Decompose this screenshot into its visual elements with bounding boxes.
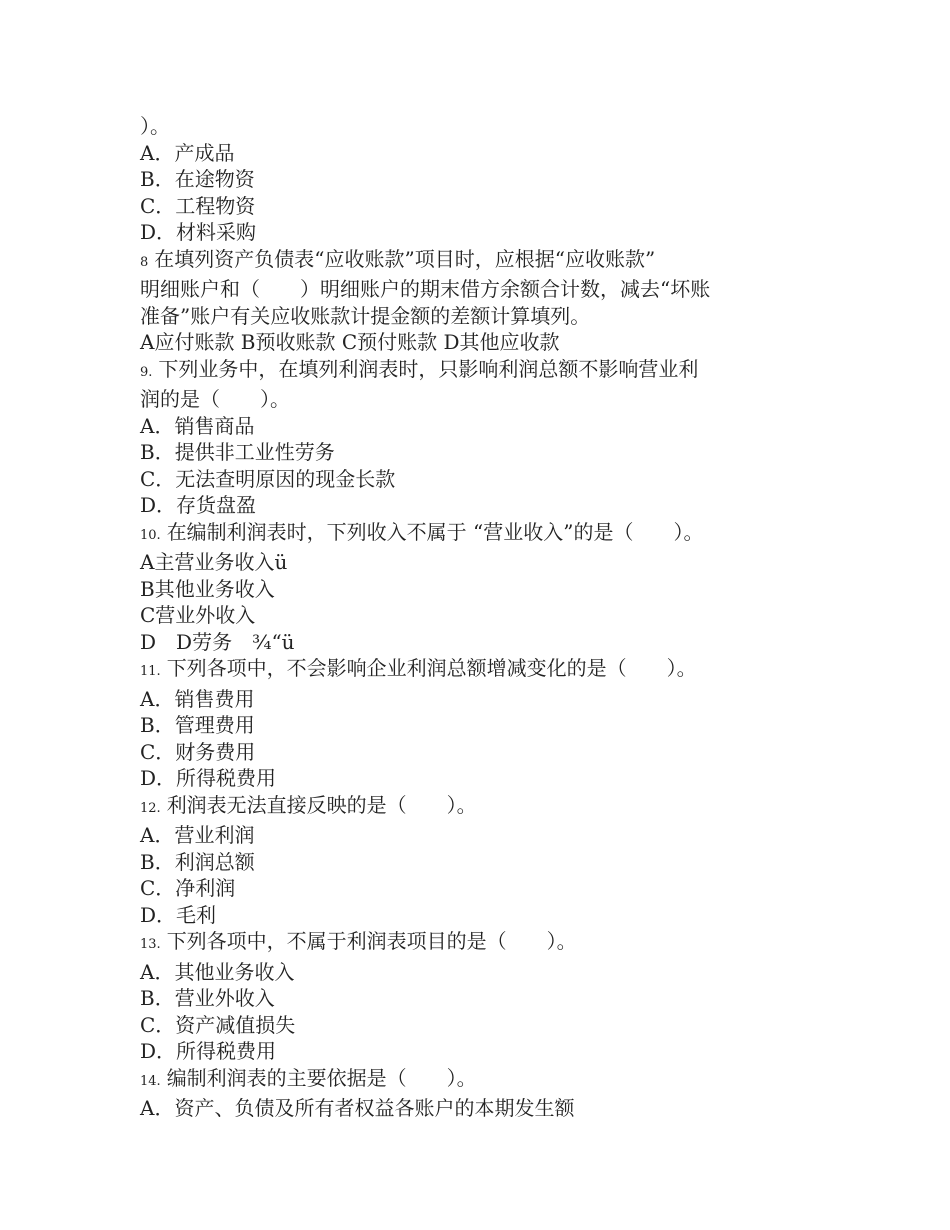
line-text: 准备”账户有关应收账款计提金额的差额计算填列。 bbox=[140, 303, 591, 328]
text-line bbox=[140, 959, 820, 986]
text-line bbox=[140, 712, 820, 739]
text-line bbox=[140, 1095, 820, 1122]
text-line bbox=[140, 219, 820, 246]
question-number: 9. bbox=[140, 364, 153, 380]
line-text: 在填列资产负债表“应收账款”项目时，应根据“应收账款” bbox=[154, 246, 656, 271]
line-text: B．利润总额 bbox=[140, 849, 255, 874]
line-text: 下列业务中，在填列利润表时，只影响利润总额不影响营业利 bbox=[158, 356, 699, 381]
question-number: 8 bbox=[140, 254, 149, 270]
text-line bbox=[140, 140, 820, 167]
question-number: 12. bbox=[140, 800, 161, 816]
text-line bbox=[140, 985, 820, 1012]
text-line bbox=[140, 413, 820, 440]
text-line bbox=[140, 113, 820, 140]
line-text: B．在途物资 bbox=[140, 167, 255, 191]
text-line bbox=[140, 576, 820, 603]
line-text: C．净利润 bbox=[140, 876, 236, 900]
line-text: D．所得税费用 bbox=[140, 766, 277, 790]
document-page bbox=[140, 113, 820, 1122]
text-line bbox=[140, 193, 820, 220]
line-text: C．无法查明原因的现金长款 bbox=[140, 466, 396, 491]
line-text: 明细账户和（ ）明细账户的期末借方余额合计数，减去“坏账 bbox=[140, 277, 711, 301]
line-text: A．产成品 bbox=[140, 140, 235, 165]
text-line bbox=[140, 629, 820, 656]
line-text: ）。 bbox=[140, 114, 170, 138]
line-text: D．毛利 bbox=[140, 902, 217, 927]
line-text: A．销售商品 bbox=[140, 413, 255, 438]
line-text: A．资产、负债及所有者权益各账户的本期发生额 bbox=[140, 1096, 575, 1120]
text-line bbox=[140, 549, 820, 576]
line-text: B．管理费用 bbox=[140, 713, 255, 737]
line-text: B．营业外收入 bbox=[140, 986, 275, 1010]
question-number: 10. bbox=[140, 527, 161, 543]
text-line bbox=[140, 849, 820, 876]
line-text: A主营业务收入ü bbox=[140, 550, 288, 574]
line-text: C营业外收入 bbox=[140, 603, 256, 627]
line-text: C．财务费用 bbox=[140, 739, 256, 764]
text-line bbox=[140, 466, 820, 493]
line-text: B其他业务收入 bbox=[140, 576, 275, 601]
line-text: A应付账款 B预收账款 C预付账款 D其他应收款 bbox=[140, 330, 560, 354]
question-line bbox=[140, 1065, 820, 1096]
line-text: A．其他业务收入 bbox=[140, 959, 295, 984]
line-text: 在编制利润表时，下列收入不属于 “营业收入”的是（ ）。 bbox=[166, 519, 704, 544]
text-line bbox=[140, 166, 820, 193]
question-number: 14. bbox=[140, 1073, 161, 1089]
line-text: 利润表无法直接反映的是（ ）。 bbox=[166, 792, 477, 817]
line-text: D．存货盘盈 bbox=[140, 493, 257, 517]
text-line bbox=[140, 765, 820, 792]
line-text: 下列各项中，不属于利润表项目的是（ ）。 bbox=[166, 929, 577, 953]
text-line bbox=[140, 875, 820, 902]
line-text: C．工程物资 bbox=[140, 193, 256, 218]
line-text: 下列各项中，不会影响企业利润总额增减变化的是（ ）。 bbox=[166, 656, 697, 680]
text-line bbox=[140, 276, 820, 303]
line-text: 润的是（ ）。 bbox=[140, 387, 290, 411]
text-line bbox=[140, 1038, 820, 1065]
text-line bbox=[140, 329, 820, 356]
question-number: 13. bbox=[140, 937, 161, 952]
question-line bbox=[140, 928, 820, 959]
line-text: D D劳务 ¾“ü bbox=[140, 629, 295, 654]
question-number: 11. bbox=[140, 664, 161, 679]
text-line bbox=[140, 492, 820, 519]
text-line bbox=[140, 1012, 820, 1039]
line-text: C．资产减值损失 bbox=[140, 1012, 296, 1037]
question-line bbox=[140, 655, 820, 686]
question-line bbox=[140, 246, 820, 277]
question-line bbox=[140, 792, 820, 823]
line-text: D．所得税费用 bbox=[140, 1039, 277, 1063]
question-line bbox=[140, 519, 820, 550]
text-line bbox=[140, 686, 820, 713]
line-text: A．营业利润 bbox=[140, 823, 255, 847]
text-line bbox=[140, 739, 820, 766]
text-line bbox=[140, 303, 820, 330]
text-line bbox=[140, 439, 820, 466]
text-line bbox=[140, 822, 820, 849]
text-line bbox=[140, 386, 820, 413]
line-text: D．材料采购 bbox=[140, 220, 257, 244]
text-line bbox=[140, 602, 820, 629]
line-text: B．提供非工业性劳务 bbox=[140, 440, 335, 464]
line-text: 编制利润表的主要依据是（ ）。 bbox=[166, 1065, 477, 1090]
line-text: A．销售费用 bbox=[140, 686, 255, 711]
text-line bbox=[140, 902, 820, 929]
question-line bbox=[140, 356, 820, 387]
